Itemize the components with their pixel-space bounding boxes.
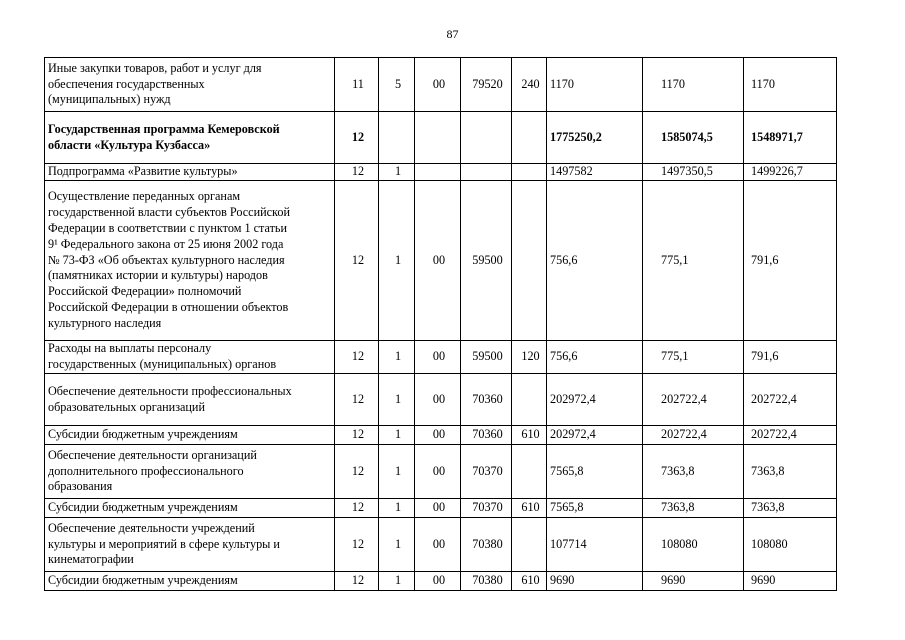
amount-year-1: 202972,4 [547,426,643,445]
target-code: 70360 [461,426,512,445]
program-code: 00 [415,499,461,518]
row-name [45,518,335,572]
expense-type-code [512,181,547,341]
section-code: 12 [335,112,379,164]
row-name-line: культуры и мероприятий в сфере культуры и [48,536,280,551]
row-name-line: государственной власти субъектов Российской [48,204,290,219]
table-row [45,112,837,164]
row-name-line: Обеспечение деятельности учреждений [48,520,255,535]
amount-year-1: 107714 [547,518,643,572]
row-name-line: области «Культура Кузбасса» [48,137,211,152]
amount-year-2: 108080 [643,518,744,572]
row-name-line: образовательных организаций [48,399,205,414]
subsection-code: 1 [379,374,415,426]
amount-year-1: 756,6 [547,341,643,374]
table-row [45,499,837,518]
section-code: 12 [335,164,379,181]
subsection-code: 1 [379,164,415,181]
row-name-line: Федерации в соответствии с пунктом 1 статьи [48,220,287,235]
target-code: 70360 [461,374,512,426]
table-row [45,426,837,445]
amount-year-2: 775,1 [643,181,744,341]
section-code: 12 [335,499,379,518]
section-code: 12 [335,374,379,426]
row-name-line: Обеспечение деятельности профессиональных [48,383,292,398]
row-name-line: кинематографии [48,552,134,567]
target-code [461,112,512,164]
amount-year-1: 1170 [547,58,643,112]
subsection-code: 5 [379,58,415,112]
amount-year-3: 202722,4 [744,374,837,426]
amount-year-2: 1585074,5 [643,112,744,164]
table-row [45,58,837,112]
page-number: 87 [446,27,459,41]
row-name-line: № 73-ФЗ «Об объектах культурного наследия [48,252,285,267]
row-name-line: Российской Федерации» полномочий [48,284,242,299]
amount-year-3: 7363,8 [744,445,837,499]
target-code [461,164,512,181]
subsection-code: 1 [379,445,415,499]
program-code: 00 [415,426,461,445]
row-name [45,426,335,445]
row-name-line: дополнительного профессионального [48,463,244,478]
row-name [45,164,335,181]
budget-table [44,57,837,591]
table-row [45,445,837,499]
row-name-line: Иные закупки товаров, работ и услуг для [48,60,262,75]
amount-year-3: 202722,4 [744,426,837,445]
target-code: 59500 [461,341,512,374]
section-code: 12 [335,426,379,445]
amount-year-3: 7363,8 [744,499,837,518]
table-row [45,572,837,591]
target-code: 70380 [461,572,512,591]
table-row [45,374,837,426]
row-name-line: государственных (муниципальных) органов [48,357,277,371]
amount-year-1: 1775250,2 [547,112,643,164]
amount-year-1: 7565,8 [547,445,643,499]
section-code: 11 [335,58,379,112]
table-row [45,341,837,374]
subsection-code: 1 [379,499,415,518]
row-name-line: Субсидии бюджетным учреждениям [48,427,238,442]
row-name-line: культурного наследия [48,316,162,331]
amount-year-2: 7363,8 [643,499,744,518]
section-code: 12 [335,181,379,341]
table-row [45,518,837,572]
row-name-line: Обеспечение деятельности организаций [48,447,257,462]
amount-year-3: 1548971,7 [744,112,837,164]
subsection-code [379,112,415,164]
amount-year-2: 202722,4 [643,374,744,426]
subsection-code: 1 [379,572,415,591]
row-name-line: 9¹ Федерального закона от 25 июня 2002 года [48,236,284,251]
amount-year-2: 1170 [643,58,744,112]
program-code: 00 [415,445,461,499]
program-code: 00 [415,518,461,572]
amount-year-1: 9690 [547,572,643,591]
table-row [45,164,837,181]
expense-type-code [512,164,547,181]
row-name [45,181,335,341]
amount-year-3: 1170 [744,58,837,112]
table-row [45,181,837,341]
row-name [45,341,335,374]
row-name [45,374,335,426]
subsection-code: 1 [379,426,415,445]
expense-type-code: 610 [512,499,547,518]
amount-year-3: 108080 [744,518,837,572]
expense-type-code [512,112,547,164]
row-name [45,58,335,112]
row-name [45,445,335,499]
row-name-line: (памятниках истории и культуры) народов [48,268,268,283]
amount-year-1: 756,6 [547,181,643,341]
target-code: 70370 [461,499,512,518]
row-name-line: обеспечения государственных [48,76,205,91]
section-code: 12 [335,445,379,499]
row-name-line: образования [48,479,113,494]
target-code: 70370 [461,445,512,499]
expense-type-code [512,518,547,572]
amount-year-3: 791,6 [744,181,837,341]
expense-type-code: 240 [512,58,547,112]
section-code: 12 [335,518,379,572]
row-name-line: Субсидии бюджетным учреждениям [48,500,238,515]
expense-type-code [512,445,547,499]
subsection-code: 1 [379,341,415,374]
program-code: 00 [415,181,461,341]
row-name [45,499,335,518]
amount-year-2: 7363,8 [643,445,744,499]
amount-year-2: 202722,4 [643,426,744,445]
amount-year-3: 1499226,7 [744,164,837,181]
expense-type-code: 610 [512,572,547,591]
amount-year-3: 9690 [744,572,837,591]
program-code: 00 [415,58,461,112]
program-code: 00 [415,572,461,591]
amount-year-2: 1497350,5 [643,164,744,181]
section-code: 12 [335,572,379,591]
amount-year-2: 775,1 [643,341,744,374]
target-code: 59500 [461,181,512,341]
row-name-line: Осуществление переданных органам [48,188,241,203]
amount-year-2: 9690 [643,572,744,591]
amount-year-1: 1497582 [547,164,643,181]
expense-type-code [512,374,547,426]
subsection-code: 1 [379,518,415,572]
row-name-line: Подпрограмма «Развитие культуры» [48,164,238,179]
amount-year-3: 791,6 [744,341,837,374]
expense-type-code: 120 [512,341,547,374]
amount-year-1: 7565,8 [547,499,643,518]
subsection-code: 1 [379,181,415,341]
program-code: 00 [415,374,461,426]
row-name [45,572,335,591]
target-code: 79520 [461,58,512,112]
expense-type-code: 610 [512,426,547,445]
amount-year-1: 202972,4 [547,374,643,426]
target-code: 70380 [461,518,512,572]
program-code: 00 [415,341,461,374]
row-name-line: Государственная программа Кемеровской [48,121,280,136]
row-name-line: (муниципальных) нужд [48,92,171,107]
row-name-line: Субсидии бюджетным учреждениям [48,573,238,588]
section-code: 12 [335,341,379,374]
program-code [415,112,461,164]
row-name-line: Расходы на выплаты персоналу [48,341,212,356]
program-code [415,164,461,181]
row-name [45,112,335,164]
row-name-line: Российской Федерации в отношении объектов [48,300,289,315]
